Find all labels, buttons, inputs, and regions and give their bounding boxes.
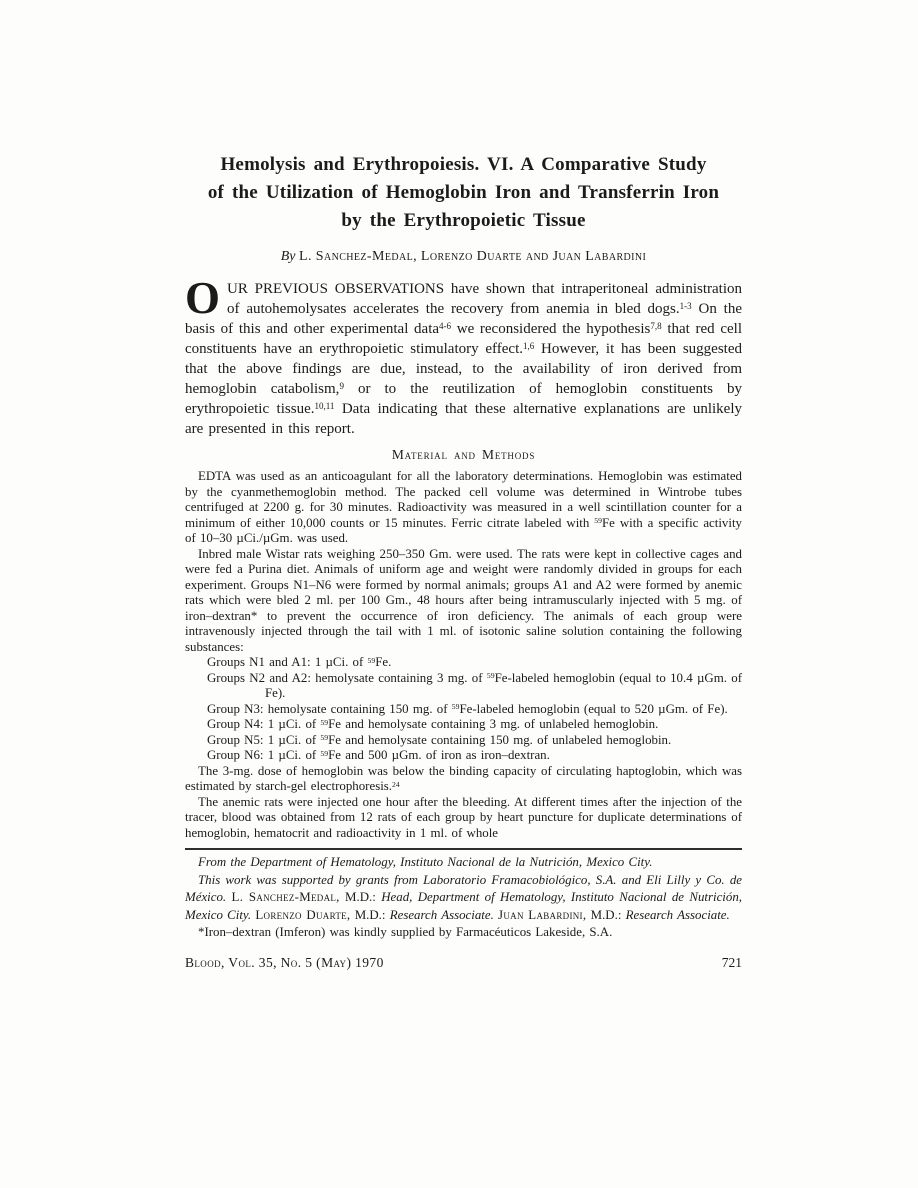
byline-authors: L. Sanchez-Medal, Lorenzo Duarte and Juan Labardini [299,249,647,264]
footnote-divider-rule [185,848,742,850]
journal-citation: Blood, Vol. 35, No. 5 (May) 1970 [185,954,384,970]
dropcap-letter: O [185,273,221,323]
page-number: 721 [721,954,742,970]
methods-paragraph-1: EDTA was used as an anticoagulant for all the laboratory determinations. Hemoglobin was estimated by the cyanmethemoglobin method. The packed cell volume was determined in Wintrobe tubes centrifuged at 2200 g. for 30 minutes. Radioactivity was measured in a well scintillation counter for a minimum of either 10,000 counts or 15 minutes. Ferric citrate labeled with $^{59}$Fe with a specific activity of 10–30 µCi./µGm. was used. [185,469,742,545]
byline [185,247,742,266]
text-column [185,0,742,972]
footnote-support: This work was supported by grants from Laboratorio Framacobiológico, S.A. and Eli Lilly y Co. de México. L. Sanchez-Medal, M.D.: Head, Department of Hematology, Instituto Nacional de Nutrición, Mexico City. Lorenzo Duarte, M.D.: Research Associate. Juan Labardini, M.D.: Research Associate. [185,872,742,922]
group-item-n3: Group N3: hemolysate containing 150 mg. of $^{59}$Fe-labeled hemoglobin (equal to 520 µGm. of Fe). [207,701,728,716]
group-item-n6: Group N6: 1 µCi. of $^{59}$Fe and 500 µGm. of iron as iron–dextran. [207,748,550,762]
methods-paragraph-2: Inbred male Wistar rats weighing 250–350 Gm. were used. The rats were kept in collective cages and were fed a Purina diet. Animals of uniform age and weight were randomly divided in groups for each experiment. Groups N1–N6 were formed by normal animals; groups A1 and A2 were formed by anemic rats which were bled 2 ml. per 100 Gm., 48 hours after being intramuscularly injected with 5 mg. of iron–dextran* to prevent the occurrence of iron deficiency. The animals of each group were intravenously injected through the tail with 1 ml. of isotonic saline solution containing the following substances: [185,546,742,654]
group-item-n2-a2: Groups N2 and A2: hemolysate containing 3 mg. of $^{59}$Fe-labeled hemoglobin (equal to 10.4 µGm. of Fe). [207,670,743,700]
group-item-n4: Group N4: 1 µCi. of $^{59}$Fe and hemolysate containing 3 mg. of unlabeled hemoglobin. [207,717,659,731]
methods-paragraph-4: The anemic rats were injected one hour after the bleeding. At different times after the injection of the tracer, blood was obtained from 12 rats of each group by heart puncture for duplicate determinations of hemoglobin, hematocrit and radioactivity in 1 ml. of whole [185,794,742,840]
byline-by: By [280,249,296,264]
article-title-line-3: by the Erythropoietic Tissue [341,210,586,231]
section-heading-material-and-methods: Material and Methods [391,447,536,462]
intro-text: UR PREVIOUS OBSERVATIONS have shown that intraperitoneal administration of autohemolysates accelerates the recovery from anemia in bled dogs.$^{1-3}$ On the basis of this and other experimental data$^{4-6}$ we reconsidered the hypothesis$^{7,8}$ that red cell constituents have an erythropoietic stimulatory effect.$^{1,6}$ However, it has been suggested that the above findings are due, instead, to the availability of iron derived from hemoglobin catabolism,$^9$ or to the reutilization of hemoglobin constituents by erythropoietic tissue.$^{10,11}$ Data indicating that these alternative explanations are unlikely are presented in this report. [185,281,743,437]
footnote-affiliation: From the Department of Hematology, Instituto Nacional de la Nutrición, Mexico City. [198,855,653,869]
group-item-n1-a1: Groups N1 and A1: 1 µCi. of $^{59}$Fe. [207,655,392,669]
article-title-line-2: of the Utilization of Hemoglobin Iron and Transferrin Iron [207,182,720,203]
article-title [185,151,742,235]
article-title-line-1: Hemolysis and Erythropoiesis. VI. A Comparative Study [220,154,707,175]
intro-paragraph [185,273,743,439]
methods-paragraph-3: The 3-mg. dose of hemoglobin was below the binding capacity of circulating haptoglobin, which was estimated by starch-gel electrophoresis.$^{24}$ [185,763,742,793]
page-footer [185,954,742,972]
experimental-groups-list [185,655,742,764]
footnote-asterisk: *Iron–dextran (Imferon) was kindly supplied by Farmacéuticos Lakeside, S.A. [198,925,613,940]
footnotes-block [185,854,742,942]
group-item-n5: Group N5: 1 µCi. of $^{59}$Fe and hemolysate containing 150 mg. of unlabeled hemoglobin. [207,732,672,747]
